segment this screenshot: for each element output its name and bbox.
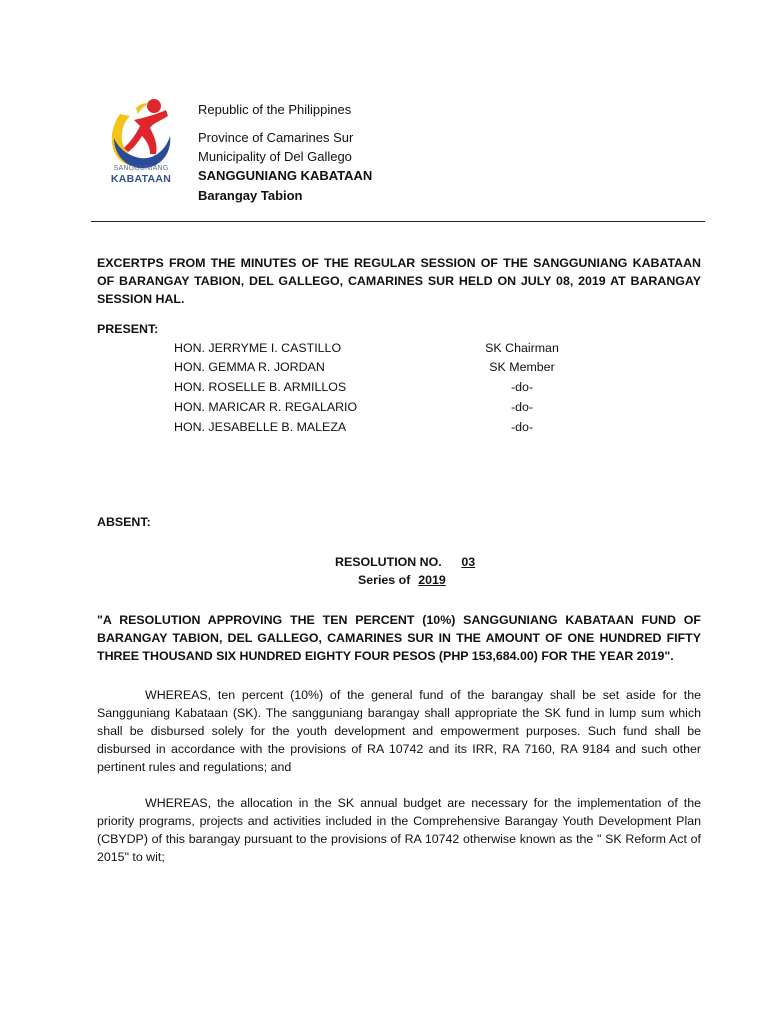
logo-text-sangguniang: SANGGUNIANG xyxy=(113,165,169,172)
logo-blue-swoosh xyxy=(114,136,170,168)
member-position: -do- xyxy=(510,400,534,414)
resolution-title: "A RESOLUTION APPROVING THE TEN PERCENT (10%) SANGGUNIANG KABATAAN FUND OF BARANGAY TABION, DEL GALLEGO, CAMARINES SUR IN THE AMOUNT OF ONE HUNDRED FIFTY THREE THOUSAND SIX HUNDRED EIGHTY FOUR PESOS (PHP 153,684.00) FOR THE YEAR 2019". xyxy=(97,613,701,663)
resolution-number-value: 03 xyxy=(461,555,476,569)
member-name: HON. JESABELLE B. MALEZA xyxy=(174,420,347,434)
member-name: HON. GEMMA R. JORDAN xyxy=(174,360,325,374)
whereas-paragraph: WHEREAS, the allocation in the SK annual budget are necessary for the implementation of the priority programs, projects and activities included in the Comprehensive Barangay Youth Development Plan (CBYDP) of this barangay pursuant to the provisions of RA 10742 otherwise known as the " SK Reform Act of 2015" to wit; xyxy=(97,796,701,864)
member-name: HON. MARICAR R. REGALARIO xyxy=(174,400,358,414)
member-name: HON. ROSELLE B. ARMILLOS xyxy=(174,380,347,394)
resolution-number-label: RESOLUTION NO. xyxy=(335,555,442,569)
logo-text-kabataan: KABATAAN xyxy=(110,173,172,185)
logo-head xyxy=(147,99,161,113)
resolution-series xyxy=(358,571,446,589)
resolution-series-value: 2019 xyxy=(418,573,446,587)
member-position: -do- xyxy=(510,380,534,394)
resolution-series-label: Series of xyxy=(358,573,411,587)
header-province: Province of Camarines Sur xyxy=(198,130,354,145)
header-republic: Republic of the Philippines xyxy=(198,102,352,117)
logo-red-figure xyxy=(124,110,168,154)
resolution-number xyxy=(335,553,475,571)
logo-yellow-accent xyxy=(136,103,148,114)
header-council: SANGGUNIANG KABATAAN xyxy=(198,168,373,183)
header-divider xyxy=(91,221,705,222)
present-label: PRESENT: xyxy=(97,322,159,336)
excerpt-heading: EXCERTPS FROM THE MINUTES OF THE REGULAR SESSION OF THE SANGGUNIANG KABATAAN OF BARANGAY TABION, DEL GALLEGO, CAMARINES SUR HELD ON JULY 08, 2019 AT BARANGAY SESSION HAL. xyxy=(97,256,701,306)
whereas-paragraph: WHEREAS, ten percent (10%) of the general fund of the barangay shall be set aside for the Sangguniang Kabataan (SK). The sangguniang barangay shall appropriate the SK fund in lump sum which shall be disbursed solely for the youth development and empowerment purposes. Such fund shall be disbursed in accordance with the provisions of RA 10742 and its IRR, RA 7160, RA 9184 and such other pertinent rules and regulations; and xyxy=(97,688,701,774)
member-position: -do- xyxy=(510,420,534,434)
header-municipality: Municipality of Del Gallego xyxy=(198,149,352,164)
header-barangay: Barangay Tabion xyxy=(198,188,303,203)
absent-label: ABSENT: xyxy=(97,515,151,529)
member-position: SK Chairman xyxy=(485,341,559,355)
member-name: HON. JERRYME I. CASTILLO xyxy=(174,341,342,355)
member-position: SK Member xyxy=(489,360,555,374)
